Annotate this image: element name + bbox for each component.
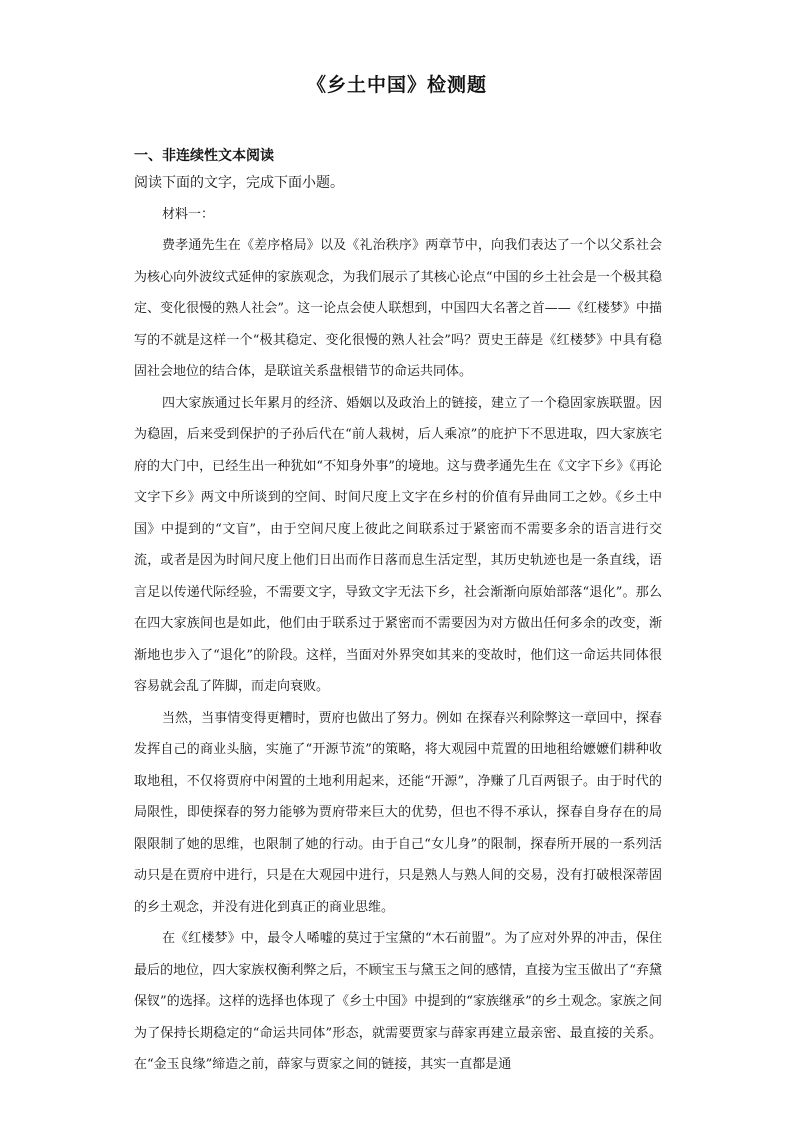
passage-paragraph: 在《红楼梦》中，最令人唏嘘的莫过于宝黛的“木石前盟”。为了应对外界的冲击，保住最后的地位，四大家族权衡利弊之后，不顾宝玉与黛玉之间的感情，直接为宝玉做出了“弃黛保钗”的选择。这样的选择也体现了《乡土中国》中提到的“家族继承”的乡土观念。家族之间为了保持长期稳定的“命运共同体”形态，就需要贾家与薛家再建立最亲密、最直接的关系。在“金玉良缘”缔造之前，薛家与贾家之间的链接，其实一直都是通	[134, 931, 662, 1072]
passage-paragraph: 费孝通先生在《差序格局》以及《礼治秩序》两章节中，向我们表达了一个以父系社会为核心向外波纹式延伸的家族观念，为我们展示了其核心论点“中国的乡土社会是一个极其稳定、变化很慢的熟人社会”。这一论点会使人联想到，中国四大名著之首——《红楼梦》中描写的不就是这样一个“极其稳定、变化很慢的熟人社会”吗？贾史王薛是《红楼梦》中具有稳固社会地位的结合体，是联谊关系盘根错节的命运共同体。	[134, 238, 662, 379]
section-heading: 一、非连续性文本阅读	[134, 148, 274, 164]
passage-paragraph: 当然，当事情变得更糟时，贾府也做出了努力。例如 在探春兴利除弊这一章回中，探春发挥自己的商业头脑，实施了“开源节流”的策略，将大观园中荒置的田地租给嬷嬷们耕种收取地租，不仅将贾府中闲置的土地利用起来，还能“开源”，净赚了几百两银子。由于时代的局限性，即使探春的努力能够为贾府带来巨大的优势，但也不得不承认，探春自身存在的局限限制了她的思维，也限制了她的行动。由于自己“女儿身”的限制，探春所开展的一系列活动只是在贾府中进行，只是在大观园中进行，只是熟人与熟人间的交易，没有打破根深蒂固的乡土观念，并没有进化到真正的商业思维。	[134, 710, 662, 915]
passage-body	[134, 230, 662, 1081]
page-title: 《乡土中国》检测题	[306, 74, 487, 96]
material-label: 材料一：	[162, 207, 215, 222]
reading-instruction: 阅读下面的文字，完成下面小题。	[134, 175, 344, 191]
passage-paragraph: 四大家族通过长年累月的经济、婚姻以及政治上的链接，建立了一个稳固家族联盟。因为稳固，后来受到保护的子孙后代在“前人栽树，后人乘凉”的庇护下不思进取，四大家族宅府的大门中，已经生出一种犹如“不知身外事”的境地。这与费孝通先生在《文字下乡》《再论文字下乡》两文中所谈到的空间、时间尺度上文字在乡村的价值有异曲同工之妙。《乡土中国》中提到的“文盲”，由于空间尺度上彼此之间联系过于紧密而不需要多余的语言进行交流，或者是因为时间尺度上他们日出而作日落而息生活定型，其历史轨迹也是一条直线，语言足以传递代际经验，不需要文字，导致文字无法下乡，社会渐渐向原始部落“退化”。那么在四大家族间也是如此，他们由于联系过于紧密而不需要因为对方做出任何多余的改变，渐渐地也步入了“退化”的阶段。这样，当面对外界突如其来的变故时，他们这一命运共同体很容易就会乱了阵脚，而走向衰败。	[134, 395, 662, 694]
